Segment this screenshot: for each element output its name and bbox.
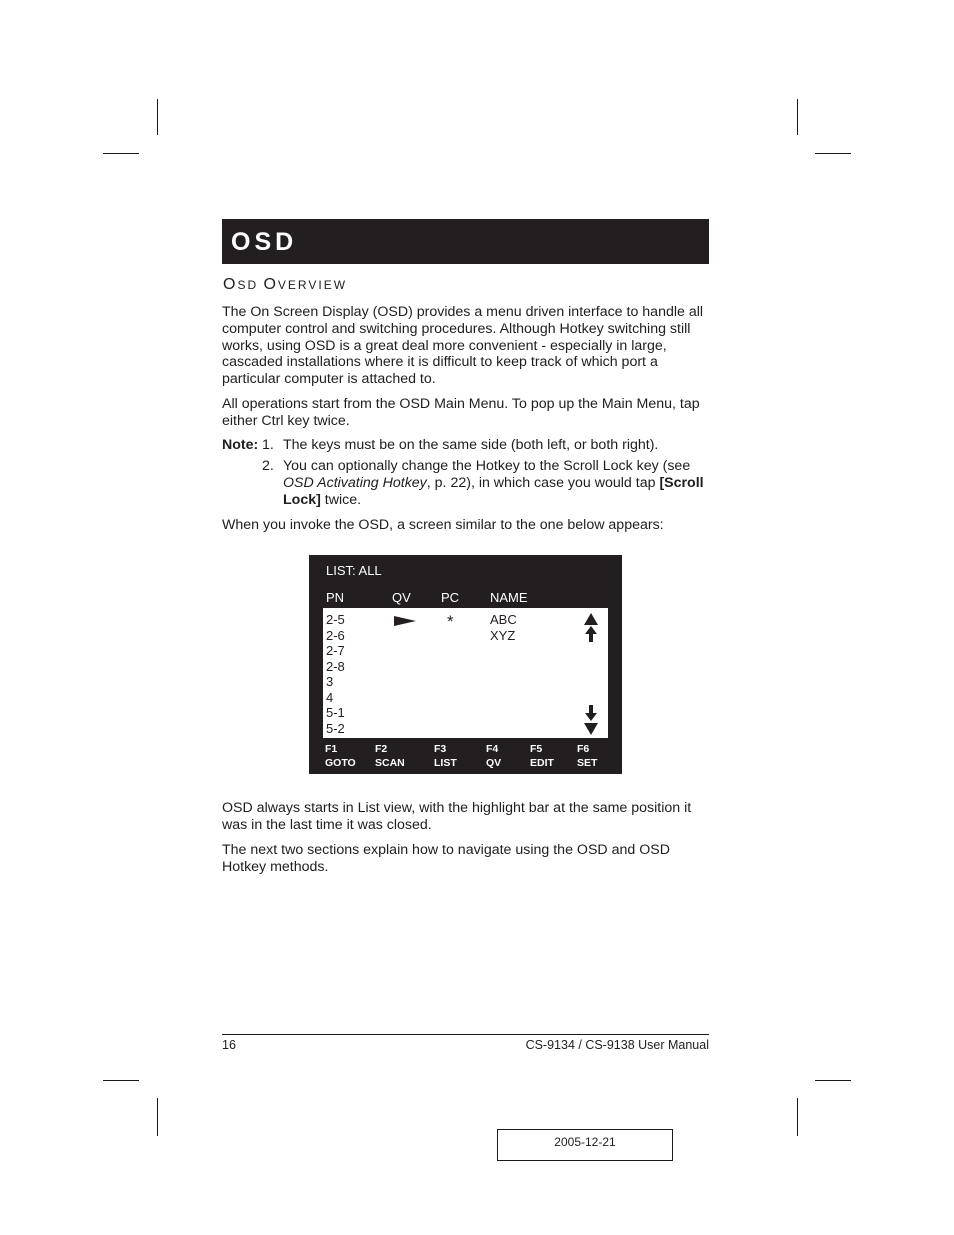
osd-header-pn: PN bbox=[326, 590, 345, 605]
osd-fkey-label: LIST bbox=[434, 757, 457, 769]
osd-port-number: 5-2 bbox=[326, 720, 345, 736]
osd-port-number: 2-5 bbox=[326, 612, 345, 627]
osd-row bbox=[323, 674, 608, 690]
osd-fkey: F5 bbox=[530, 743, 543, 755]
osd-list-title: LIST: ALL bbox=[326, 563, 382, 578]
section-title bbox=[223, 276, 347, 294]
section-title-part: SD bbox=[237, 278, 264, 292]
osd-fkey-label: EDIT bbox=[530, 757, 554, 769]
osd-fkey: F6 bbox=[577, 743, 590, 755]
osd-port-number: 5-1 bbox=[326, 705, 345, 720]
osd-port-name: XYZ bbox=[490, 627, 516, 643]
osd-fkey-label: GOTO bbox=[325, 757, 356, 769]
osd-screen bbox=[309, 555, 622, 774]
arrow-up-icon bbox=[584, 626, 598, 647]
note2-text: twice. bbox=[320, 491, 362, 508]
osd-port-name: ABC bbox=[490, 612, 517, 627]
note-item-1: The keys must be on the same side (both left, or both right). bbox=[283, 437, 659, 453]
footer-rule bbox=[222, 1034, 709, 1035]
note-item-2 bbox=[283, 458, 708, 508]
osd-header-pc: PC bbox=[441, 590, 460, 605]
osd-port-number: 2-8 bbox=[326, 658, 345, 674]
note-number: 2. bbox=[262, 458, 274, 474]
paragraph-list-view: OSD always starts in List view, with the highlight bar at the same position it was in the last time it was closed. bbox=[222, 800, 692, 833]
crop-mark bbox=[103, 153, 139, 154]
osd-row bbox=[323, 705, 608, 721]
paragraph-next-sections: The next two sections explain how to navigate using the OSD and OSD Hotkey methods. bbox=[222, 842, 670, 875]
crop-mark bbox=[815, 153, 851, 154]
osd-header-name: NAME bbox=[490, 590, 528, 605]
note-label: Note: bbox=[222, 437, 259, 453]
paragraph-invoke: When you invoke the OSD, a screen similar to the one below appears: bbox=[222, 517, 664, 533]
osd-fkey: F2 bbox=[375, 743, 388, 755]
manual-title: CS-9134 / CS-9138 User Manual bbox=[525, 1038, 709, 1052]
osd-port-number: 2-6 bbox=[326, 627, 345, 643]
osd-row bbox=[323, 643, 608, 659]
osd-fkey-label: SET bbox=[577, 757, 598, 769]
crop-mark bbox=[103, 1080, 139, 1081]
note2-key: [Scroll Lock] bbox=[283, 474, 704, 508]
osd-fkey: F3 bbox=[434, 743, 447, 755]
note2-text: You can optionally change the Hotkey to the Scroll Lock key (see bbox=[283, 458, 691, 474]
osd-row bbox=[323, 690, 608, 706]
osd-port-number: 3 bbox=[326, 674, 334, 689]
osd-port-number: 4 bbox=[326, 689, 334, 705]
triangle-down-icon bbox=[584, 722, 598, 740]
paragraph-intro: The On Screen Display (OSD) provides a menu driven interface to handle all computer control and switching procedures. Although Hotkey switching still works, using OSD is a great deal more convenient - especially in large, cascaded installations where it is difficult to keep track of which port a particular computer is attached to. bbox=[222, 304, 704, 388]
osd-header-qv: QV bbox=[392, 590, 411, 605]
osd-row bbox=[323, 721, 608, 737]
note2-link-ref: OSD Activating Hotkey bbox=[283, 474, 427, 491]
chapter-title: OSD bbox=[231, 228, 298, 256]
note2-text: , p. 22), in which case you would tap bbox=[426, 474, 660, 491]
osd-row bbox=[323, 659, 608, 675]
osd-fkey-label: QV bbox=[486, 757, 502, 769]
crop-mark bbox=[157, 99, 158, 135]
osd-row bbox=[323, 612, 608, 631]
note-number: 1. bbox=[262, 437, 274, 453]
osd-row bbox=[323, 628, 608, 644]
section-title-initial: O bbox=[223, 276, 238, 293]
crop-mark bbox=[797, 99, 798, 135]
osd-fkey-label: SCAN bbox=[375, 757, 405, 769]
paragraph-main-menu: All operations start from the OSD Main Menu. To pop up the Main Menu, tap either Ctrl key twice. bbox=[222, 396, 700, 429]
crop-mark bbox=[815, 1080, 851, 1081]
osd-fkey: F4 bbox=[486, 743, 499, 755]
osd-port-list bbox=[323, 608, 608, 738]
crop-mark bbox=[797, 1098, 798, 1136]
osd-fkey: F1 bbox=[325, 743, 338, 755]
section-title-initial-2: O bbox=[263, 276, 278, 293]
page-number: 16 bbox=[222, 1038, 236, 1052]
osd-port-number: 2-7 bbox=[326, 643, 345, 658]
section-title-smallcaps: VERVIEW bbox=[277, 278, 348, 292]
chapter-header-bar bbox=[222, 219, 709, 264]
date-box: 2005-12-21 bbox=[497, 1129, 673, 1161]
crop-mark bbox=[157, 1098, 158, 1136]
osd-pc-mark: * bbox=[447, 612, 454, 631]
